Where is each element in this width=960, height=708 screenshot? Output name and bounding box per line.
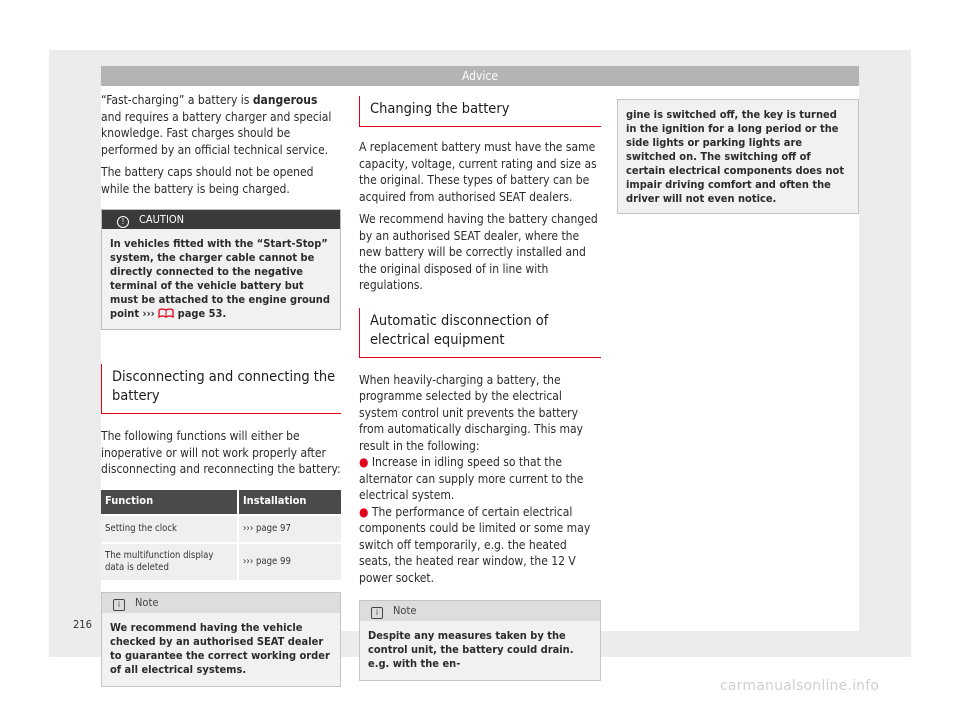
caution-box — [101, 209, 341, 330]
table-cell-installation-link[interactable]: ››› page 99 — [238, 543, 341, 580]
table-cell-function: The multifunction display data is deleted — [101, 543, 238, 580]
bullet-icon: ● — [359, 504, 369, 519]
note-box — [101, 592, 341, 687]
section-title-disconnecting: Disconnecting and connecting the battery — [101, 364, 341, 414]
column-2 — [359, 86, 601, 681]
note-text: gine is switched off, the key is turned in the ignition for a long period or the side lights or parking lights are switched on. The switching off of certain electrical components does not impair driving comfort and often the driver will not even notice. — [626, 108, 845, 205]
note-box — [359, 600, 601, 681]
section-title-automatic: Automatic disconnection of electrical equipment — [359, 308, 601, 358]
info-icon: i — [113, 599, 125, 611]
list-item: ● Increase in idling speed so that the alternator can supply more current to the electrical system. — [359, 455, 584, 502]
note-text: Despite any measures taken by the control unit, the battery could drain. e.g. with the en- — [368, 629, 574, 670]
page-number: 216 — [73, 618, 92, 631]
paragraph-replacement: A replacement battery must have the same capacity, voltage, current rating and size as the original. These types of battery can be acquired from authorised SEAT dealers. — [359, 140, 597, 204]
caution-header: ! CAUTION — [102, 210, 340, 229]
caution-text: In vehicles fitted with the “Start-Stop” system, the charger cable cannot be directly connected to the negative terminal of the vehicle battery but must be attached to the engine ground point ››› page 53. — [110, 237, 330, 320]
column-1 — [101, 86, 341, 687]
note-header: i Note — [360, 601, 600, 621]
table-cell-installation-link[interactable]: ››› page 97 — [238, 515, 341, 543]
paragraph-heavily-charging: When heavily-charging a battery, the programme selected by the electrical system control unit prevents the battery from automatically discharging. This may result in the following: — [359, 372, 584, 453]
paragraph-recommend: We recommend having the battery changed by an authorised SEAT dealer, where the new battery will be correctly installed and the original disposed of in line with regulations. — [359, 212, 598, 292]
paragraph-battery-caps: The battery caps should not be opened while the battery is being charged. — [101, 165, 314, 196]
column-3 — [617, 86, 859, 214]
watermark: carmanualsonline.info — [720, 678, 880, 694]
list-item: ● The performance of certain electrical components could be limited or some may switch off temporarily, e.g. the heated seats, the heated rear window, the 12 V power socket. — [359, 504, 591, 585]
page-link-arrow[interactable]: ››› — [142, 307, 155, 320]
functions-table — [101, 490, 341, 580]
bullet-icon: ● — [359, 455, 369, 469]
note-header: i Note — [102, 593, 340, 613]
note-text: We recommend having the vehicle checked by an authorised SEAT dealer to guarantee the correct working order of all electrical systems. — [110, 620, 330, 676]
info-icon: i — [371, 607, 383, 619]
caution-page-link[interactable]: page 53 — [177, 307, 223, 320]
table-header-installation: Installation — [238, 490, 341, 515]
caution-icon: ! — [117, 216, 129, 228]
section-title-changing: Changing the battery — [359, 96, 601, 127]
table-cell-function: Setting the clock — [101, 515, 238, 543]
paragraph-fast-charging: “Fast-charging” a battery is dangerous and requires a battery charger and special knowledge. Fast charges should be performed by an official technical service. — [101, 93, 332, 157]
warning-book-icon — [158, 307, 174, 318]
table-row — [101, 515, 341, 543]
paragraph-functions: The following functions will either be inoperative or will not work properly after disconnecting and reconnecting the battery: — [101, 429, 341, 476]
table-header-function: Function — [101, 490, 238, 515]
dangerous-emphasis: dangerous — [252, 93, 318, 107]
table-row — [101, 543, 341, 580]
section-header: Advice — [101, 66, 859, 86]
note-box-continued — [617, 99, 859, 214]
